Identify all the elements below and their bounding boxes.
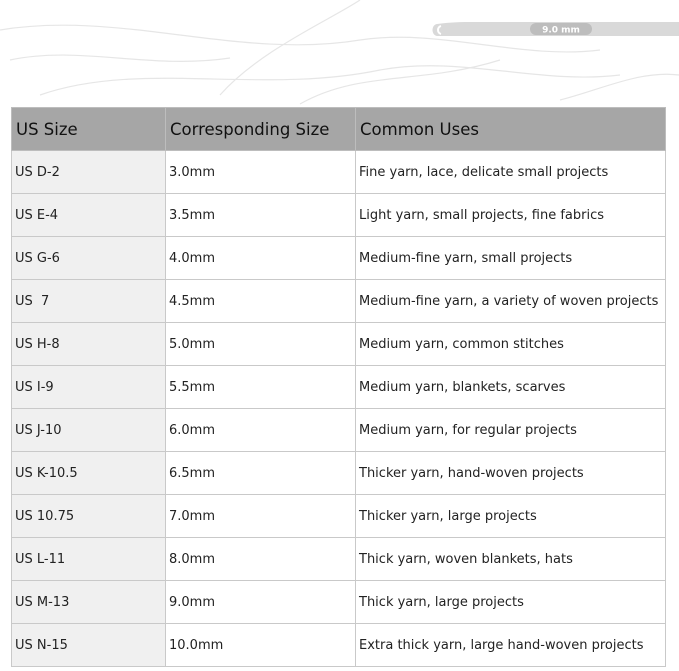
common-uses-cell: Thicker yarn, hand-woven projects xyxy=(356,452,666,495)
common-uses-cell: Extra thick yarn, large hand-woven projects xyxy=(356,624,666,667)
table-row xyxy=(12,538,666,581)
us-size-cell: US L-11 xyxy=(12,538,166,581)
mm-size-cell: 5.5mm xyxy=(166,366,356,409)
mm-size-cell: 10.0mm xyxy=(166,624,356,667)
us-size-cell: US E-4 xyxy=(12,194,166,237)
hook-size-table xyxy=(11,107,666,667)
us-size-cell: US M-13 xyxy=(12,581,166,624)
mm-size-cell: 4.5mm xyxy=(166,280,356,323)
header-corresponding-size: Corresponding Size xyxy=(166,108,356,151)
mm-size-cell: 6.0mm xyxy=(166,409,356,452)
us-size-cell: US H-8 xyxy=(12,323,166,366)
crochet-hook-icon xyxy=(433,22,679,36)
mm-size-cell: 4.0mm xyxy=(166,237,356,280)
mm-size-cell: 8.0mm xyxy=(166,538,356,581)
us-size-cell: US J-10 xyxy=(12,409,166,452)
table-row xyxy=(12,624,666,667)
table-row xyxy=(12,409,666,452)
header-us-size: US Size xyxy=(12,108,166,151)
header-common-uses: Common Uses xyxy=(356,108,666,151)
background-yarn-illustration xyxy=(0,0,679,105)
table-header-row xyxy=(12,108,666,151)
us-size-cell: US 7 xyxy=(12,280,166,323)
us-size-cell: US G-6 xyxy=(12,237,166,280)
table-row xyxy=(12,323,666,366)
table-row xyxy=(12,194,666,237)
common-uses-cell: Medium yarn, blankets, scarves xyxy=(356,366,666,409)
hook-size-label: 9.0 mm xyxy=(542,25,580,36)
us-size-cell: US N-15 xyxy=(12,624,166,667)
table-row xyxy=(12,237,666,280)
us-size-cell: US K-10.5 xyxy=(12,452,166,495)
mm-size-cell: 3.5mm xyxy=(166,194,356,237)
common-uses-cell: Light yarn, small projects, fine fabrics xyxy=(356,194,666,237)
us-size-cell: US 10.75 xyxy=(12,495,166,538)
mm-size-cell: 3.0mm xyxy=(166,151,356,194)
table-row xyxy=(12,452,666,495)
mm-size-cell: 6.5mm xyxy=(166,452,356,495)
common-uses-cell: Thick yarn, woven blankets, hats xyxy=(356,538,666,581)
common-uses-cell: Medium-fine yarn, a variety of woven projects xyxy=(356,280,666,323)
common-uses-cell: Thick yarn, large projects xyxy=(356,581,666,624)
us-size-cell: US I-9 xyxy=(12,366,166,409)
table-row xyxy=(12,366,666,409)
common-uses-cell: Thicker yarn, large projects xyxy=(356,495,666,538)
common-uses-cell: Medium yarn, common stitches xyxy=(356,323,666,366)
mm-size-cell: 5.0mm xyxy=(166,323,356,366)
mm-size-cell: 9.0mm xyxy=(166,581,356,624)
table-row xyxy=(12,495,666,538)
table-row xyxy=(12,581,666,624)
table-row xyxy=(12,151,666,194)
common-uses-cell: Medium-fine yarn, small projects xyxy=(356,237,666,280)
mm-size-cell: 7.0mm xyxy=(166,495,356,538)
common-uses-cell: Fine yarn, lace, delicate small projects xyxy=(356,151,666,194)
common-uses-cell: Medium yarn, for regular projects xyxy=(356,409,666,452)
table-row xyxy=(12,280,666,323)
us-size-cell: US D-2 xyxy=(12,151,166,194)
